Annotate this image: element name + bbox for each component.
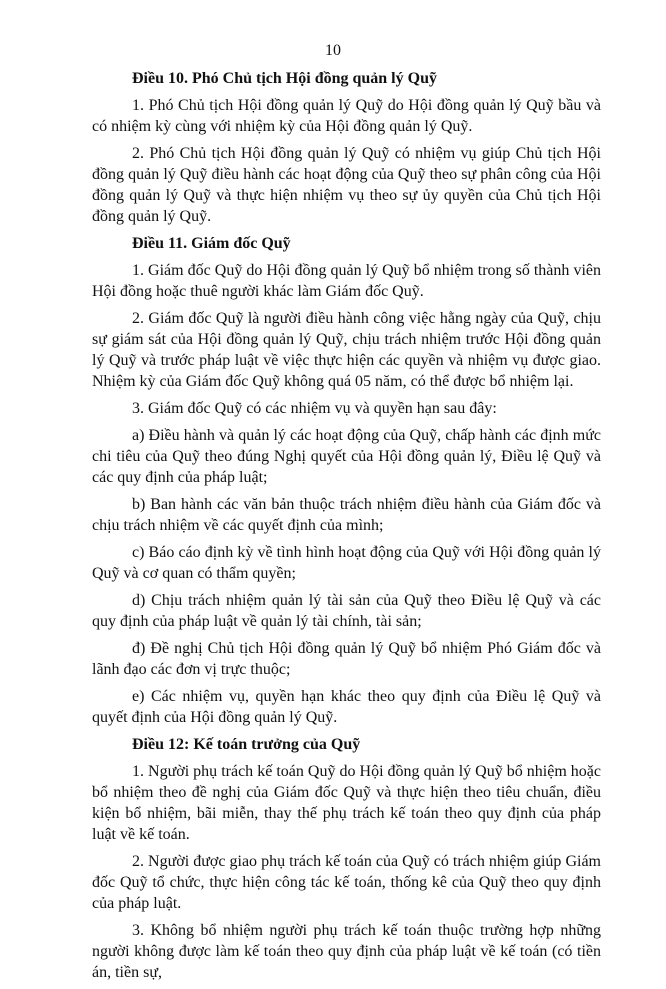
article-11-heading: Điều 11. Giám đốc Quỹ [132, 235, 291, 252]
article-11-item-a: a) Điều hành và quản lý các hoạt động của Quỹ, chấp hành các định mức chi tiêu của Quỹ theo đúng Nghị quyết của Hội đồng quản lý, Điều lệ Quỹ và các quy định của pháp luật; [92, 427, 601, 486]
article-11-item-dd: đ) Đề nghị Chủ tịch Hội đồng quản lý Quỹ bổ nhiệm Phó Giám đốc và lãnh đạo các đơn vị trực thuộc; [92, 640, 601, 678]
article-12-clause-1: 1. Người phụ trách kế toán Quỹ do Hội đồng quản lý Quỹ bổ nhiệm hoặc bổ nhiệm theo đề nghị của Giám đốc Quỹ và thực hiện theo tiêu chuẩn, điều kiện bổ nhiệm, bãi miễn, thay thế phụ trách kế toán theo quy định của pháp luật về kế toán. [92, 763, 601, 843]
page-number: 10 [325, 42, 341, 59]
article-12-clause-2: 2. Người được giao phụ trách kế toán của Quỹ có trách nhiệm giúp Giám đốc Quỹ tổ chức, thực hiện công tác kế toán, thống kê của Quỹ theo quy định của pháp luật. [92, 853, 601, 912]
article-10-clause-2: 2. Phó Chủ tịch Hội đồng quản lý Quỹ có nhiệm vụ giúp Chủ tịch Hội đồng quản lý Quỹ điều hành các hoạt động của Quỹ theo sự phân công của Hội đồng quản lý Quỹ và thực hiện nhiệm vụ theo sự ủy quyền của Chủ tịch Hội đồng quản lý Quỹ. [92, 145, 601, 225]
article-10-heading: Điều 10. Phó Chủ tịch Hội đồng quản lý Quỹ [132, 70, 437, 87]
article-11-item-c: c) Báo cáo định kỳ về tình hình hoạt động của Quỹ với Hội đồng quản lý Quỹ và cơ quan có thẩm quyền; [92, 544, 601, 582]
article-12-heading: Điều 12: Kế toán trưởng của Quỹ [132, 736, 361, 753]
article-12-clause-3: 3. Không bổ nhiệm người phụ trách kế toán thuộc trường hợp những người không được làm kế toán theo quy định của pháp luật về kế toán (có tiền án, tiền sự, [92, 922, 601, 981]
article-11-item-d: d) Chịu trách nhiệm quản lý tài sản của Quỹ theo Điều lệ Quỹ và các quy định của pháp luật về quản lý tài chính, tài sản; [92, 592, 601, 630]
article-11-clause-2: 2. Giám đốc Quỹ là người điều hành công việc hằng ngày của Quỹ, chịu sự giám sát của Hội đồng quản lý Quỹ, chịu trách nhiệm trước Hội đồng quản lý Quỹ và trước pháp luật về việc thực hiện các quyền và nhiệm vụ được giao. Nhiệm kỳ của Giám đốc Quỹ không quá 05 năm, có thể được bổ nhiệm lại. [92, 310, 601, 390]
article-11-item-b: b) Ban hành các văn bản thuộc trách nhiệm điều hành của Giám đốc và chịu trách nhiệm về các quyết định của mình; [92, 496, 601, 534]
article-10-clause-1: 1. Phó Chủ tịch Hội đồng quản lý Quỹ do Hội đồng quản lý Quỹ bầu và có nhiệm kỳ cùng với nhiệm kỳ của Hội đồng quản lý Quỹ. [92, 97, 601, 135]
article-11-clause-1: 1. Giám đốc Quỹ do Hội đồng quản lý Quỹ bổ nhiệm trong số thành viên Hội đồng hoặc thuê người khác làm Giám đốc Quỹ. [92, 262, 601, 300]
article-11-item-e: e) Các nhiệm vụ, quyền hạn khác theo quy định của Điều lệ Quỹ và quyết định của Hội đồng quản lý Quỹ. [92, 688, 601, 726]
document-body [92, 68, 601, 989]
article-11-clause-3: 3. Giám đốc Quỹ có các nhiệm vụ và quyền hạn sau đây: [132, 400, 497, 417]
